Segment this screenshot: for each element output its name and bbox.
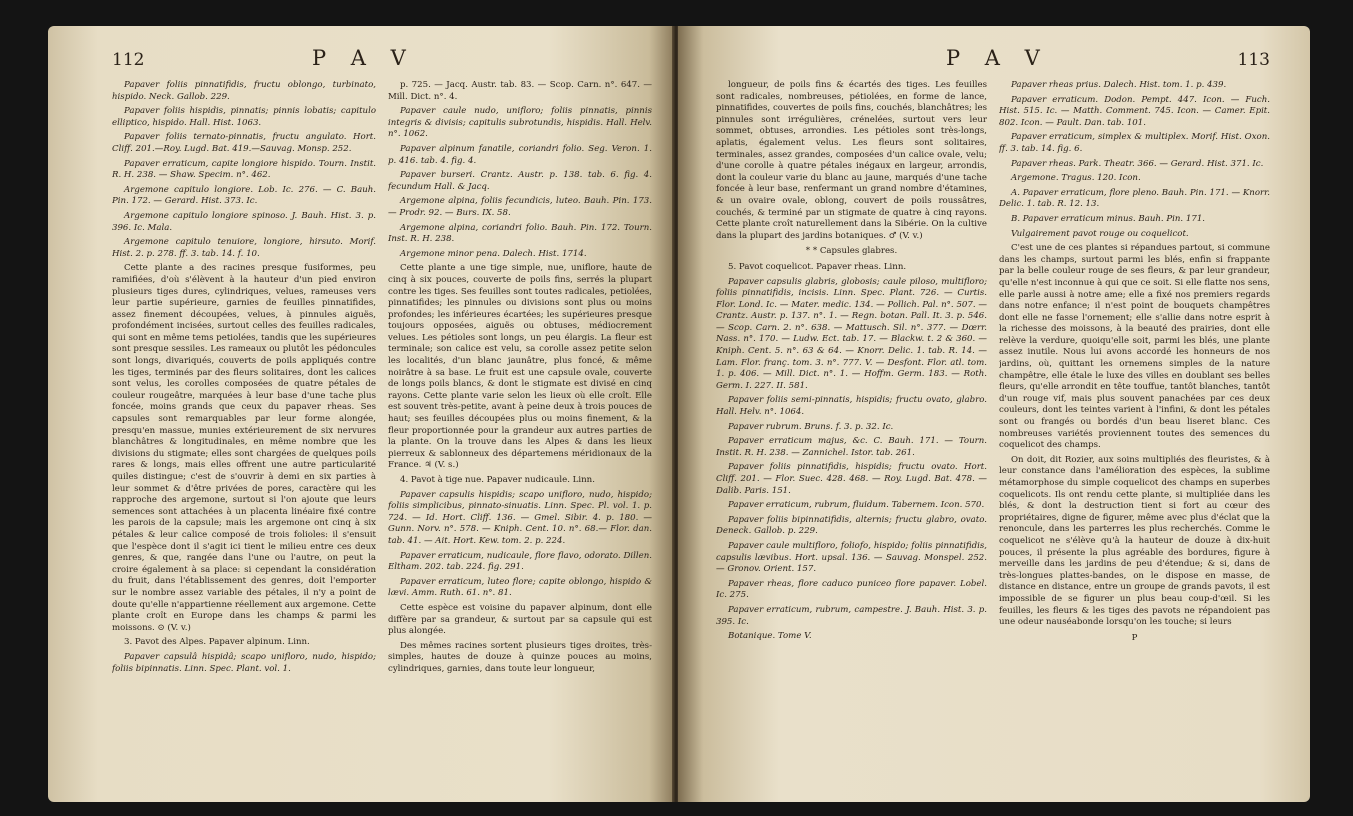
text-paragraph: Papaver erraticum, rubrum, campestre. J. Bauh. Hist. 3. p. 395. Ic. (716, 604, 987, 627)
text-paragraph: Botanique. Tome V. (728, 631, 812, 642)
text-paragraph: Des mêmes racines sortent plusieurs tiges droites, très-simples, hautes de douze à quinze pouces au moins, cylindriques, garnies, dans toute leur longueur, (388, 640, 652, 674)
text-paragraph: Argemone alpina, foliis fecundicis, luteo. Bauh. Pin. 173. — Prodr. 92. — Burs. IX. 58. (388, 196, 652, 218)
right-column-1 (716, 80, 987, 792)
book-spread (48, 26, 1310, 802)
text-paragraph: Argemone minor pena. Dalech. Hist. 1714. (400, 248, 587, 259)
text-paragraph: 3. Pavot des Alpes. Papaver alpinum. Linn. (124, 637, 310, 648)
right-page-header (716, 46, 1270, 80)
text-paragraph: 4. Pavot à tige nue. Papaver nudicaule. Linn. (400, 475, 595, 485)
text-paragraph: 5. Pavot coquelicot. Papaver rheas. Linn. (728, 261, 907, 272)
text-paragraph: On doit, dit Rozier, aux soins multipliés des fleuristes, & à leur constance dans l'amélioration des espèces, la sublime métamorphose du simple coquelicot des champs en superbes coquelicots. Ils ont rendu cette plante, si multipliée dans les blés, & dont la destruction tient si fort au cœur des propriétaires, digne de figurer, même avec plus d'éclat que la renoncule, dans les parterres les plus recherchés. Comme le coquelicot ne s'élève qu'à la hauteur de douze à dix-huit pouces, il présente la plus agréable des bordures, figure à merveille dans les jardins de peu d'étendue; & si, dans de très-longues plattes-bandes, on le dispose en masse, de distance en distance, entre un groupe de grands pavots, il est impossible de se figurer un plus beau coup-d'œil. Si les feuilles, les fleurs & les tiges des pavots ne répandoient pas une odeur nauséabonde lorsqu'on les touche; si leurs (999, 454, 1270, 628)
text-paragraph: P (1131, 632, 1138, 643)
text-paragraph: Argemone alpina, coriandri folio. Bauh. Pin. 172. Tourn. Inst. R. H. 238. (388, 222, 652, 245)
text-paragraph: Cette plante a une tige simple, nue, uniflore, haute de cinq à six pouces, couverte de poils fins, serrés la plupart contre les tiges. Ses feuilles sont toutes radicales, petiolées, pinnatifides; les pinnules ou divisions sont plus ou moins profondes; les inférieures écartées; les supérieures presque toujours opposées, aiguës ou obtuses, médiocrement velues. Les pétioles sont longs, un peu élargis. La fleur est terminale; son calice est velu, sa corolle assez petite selon les localités, d'un blanc jaunâtre, plus foncé, & même noirâtre à sa base. Le fruit est une capsule ovale, couverte de longs poils blancs, & dont le stigmate est divisé en cinq rayons. Cette plante varie selon les lieux où elle croît. Elle est souvent très-petite, avant à peine deux à trois pouces de haut; ses feuilles découpées plus ou moins finement, & la fleur proportionnée pour la grandeur aux autres parties de la plante. On la trouve dans les Alpes & dans les lieux pierreux & sablonneux des départemens méridionaux de la France. ♃ (V. s.) (388, 263, 652, 471)
text-paragraph: Cette espèce est voisine du papaver alpinum, dont elle diffère par sa grandeur, & surtout par sa capsule qui est plus alongée. (388, 602, 652, 637)
text-paragraph: Papaver caule nudo, unifloro; foliis pinnatis, pinnis integris & divisis; capitulis subrotundis, hispidis. Hall. Helv. n°. 1062. (388, 106, 652, 140)
text-paragraph: Argemone capitulo tenuiore, longiore, hirsuto. Morif. Hist. 2. p. 278. ff. 3. tab. 14. f. 10. (112, 237, 376, 259)
text-paragraph: Papaver foliis ternato-pinnatis, fructu angulato. Hort. Cliff. 201.—Roy. Lugd. Bat. 419.—Sauvag. Monsp. 252. (112, 132, 376, 154)
text-paragraph: Argemone capitulo longiore. Lob. Ic. 276. — C. Bauh. Pin. 172. — Gerard. Hist. 373. Ic. (112, 184, 376, 207)
text-paragraph: p. 725. — Jacq. Austr. tab. 83. — Scop. Carn. n°. 647. — Mill. Dict. n°. 4. (388, 80, 652, 102)
text-paragraph: Papaver foliis bipinnatifidis, alternis; fructu glabro, ovato. Deneck. Gallob. p. 229. (716, 514, 987, 537)
text-paragraph: Papaver erraticum, simplex & multiplex. Morif. Hist. Oxon. ff. 3. tab. 14. fig. 6. (999, 132, 1270, 154)
text-paragraph: Papaver rheas prius. Dalech. Hist. tom. 1. p. 439. (1011, 80, 1227, 90)
text-paragraph: Papaver erraticum, capite longiore hispido. Tourn. Instit. R. H. 238. — Shaw. Specim. n°. 462. (112, 158, 376, 181)
text-paragraph: Papaver alpinum fanatile, coriandri folio. Seg. Veron. 1. p. 416. tab. 4. fig. 4. (388, 143, 652, 166)
text-paragraph: Argemone capitulo longiore spinoso. J. Bauh. Hist. 3. p. 396. Ic. Mala. (112, 210, 376, 233)
text-paragraph: Argemone. Tragus. 120. Icon. (1011, 173, 1141, 184)
left-page-number: 112 (112, 50, 145, 70)
text-paragraph: Papaver rheas. Park. Theatr. 366. — Gerard. Hist. 371. Ic. (1011, 158, 1264, 169)
left-page-header (112, 46, 652, 80)
text-paragraph: Papaver caule multifloro, foliofo, hispido; foliis pinnatifidis, capsulis lævibus. Hort. upsal. 136. — Sauvag. Monspel. 252. — Gronov. Orient. 157. (716, 540, 987, 575)
text-paragraph: Vulgairement pavot rouge ou coquelicot. (1011, 228, 1189, 239)
left-column-2 (388, 80, 652, 792)
text-paragraph: Papaver foliis pinnatifidis, hispidis; fructu ovato. Hort. Cliff. 201. — Flor. Suec. 428. 468. — Roy. Lugd. Bat. 478. — Dalib. Paris. 151. (716, 462, 987, 496)
right-page (678, 26, 1310, 802)
text-paragraph: * * Capsules glabres. (805, 246, 898, 257)
text-paragraph: Papaver erraticum majus, &c. C. Bauh. 171. — Tourn. Instit. R. H. 238. — Zannichel. Istor. tab. 261. (716, 436, 987, 458)
text-paragraph: Papaver erraticum, rubrum, fluidum. Tabernem. Icon. 570. (728, 500, 985, 511)
text-paragraph: Papaver rubrum. Bruns. f. 3. p. 32. Ic. (728, 421, 894, 432)
left-running-head: P A V (312, 46, 415, 70)
text-paragraph: Papaver erraticum, luteo flore; capite oblongo, hispido & lævi. Amm. Ruth. 61. n°. 81. (388, 576, 652, 599)
text-paragraph: Papaver capsulis glabris, globosis; caule piloso, multifloro; foliis pinnatifidis, incisis. Linn. Spec. Plant. 726. — Curtis. Flor. Lond. Ic. — Mater. medic. 134. — Pollich. Pal. n°. 507. — Crantz. Austr. p. 137. n°. 1. — Regn. botan. Pall. It. 3. p. 546. — Scop. Carn. 2. n°. 638. — Mattusch. Sil. n°. 377. — Dœrr. Nass. n°. 170. — Ludw. Ect. tab. 17. — Blackw. t. 2 & 360. — Kniph. Cent. 5. n°. 63 & 64. — Knorr. Delic. 1. tab. R. 14. — Lam. Flor. franç. tom. 3. n°. 777. V. — Desfont. Flor. atl. tom. 1. p. 406. — Mill. Dict. n°. 1. — Hoffm. Germ. 183. — Roth. Germ. I. 227. II. 581. (716, 276, 987, 391)
text-paragraph: Cette plante a des racines presque fusiformes, peu ramifiées, d'où s'élèvent à la hauteur d'un pied environ plusieurs tiges dures, cylindriques, velues, rameuses vers leur partie supérieure, garnies de feuilles pinnatifides, assez finement découpées, velues, à pinnules aiguës, profondément incisées, surtout celles des feuilles radicales, qui sont en même tems petiolées, tandis que les supérieures sont presque sessiles. Les rameaux ou plutôt les pédoncules sont longs, divariqués, couverts de poils appliqués contre les tiges, terminés par des fleurs solitaires, dont les calices sont velus, les corolles composées de quatre pétales de couleur rougeâtre, marquées à leur base d'une tache plus foncée, moins grands que ceux du papaver rheas. Ses capsules sont remarquables par leur forme alongée, presqu'en massue, munies extérieurement de six nervures blanchâtres & longitudinales, en même nombre que les divisions du stigmate; elles sont chargées de quelques poils rares & longs, mais elles offrent une autre particularité quiles distingue; c'est de s'ouvrir à demi en six parties à leur sommet & d'être privées de pores, caractère qui les rapproche des argemone, surtout si l'on ajoute que leurs semences sont attachées à un placenta linéaire fixé contre les parois de la capsule; mais les argemone ont cinq à six pétales & leur calice composé de trois folioles: il s'ensuit que l'espèce dont il s'agit ici tient le milieu entre ces deux genres, & que, rangée dans l'une ou l'autre, on peut la croire également à sa place: si cependant la considération du fruit, dans l'établissement des genres, doit l'emporter sur le nombre assez variable des pétales, il n'y a point de doute qu'elle n'appartienne réellement aux argemone. Cette plante croît en Europe dans les champs & parmi les moissons. ⊙ (V. v.) (112, 263, 376, 633)
left-column-1 (112, 80, 376, 792)
text-paragraph: B. Papaver erraticum minus. Bauh. Pin. 171. (1011, 213, 1206, 224)
text-paragraph: Papaver erraticum, nudicaule, flore flavo, odorato. Dillen. Eltham. 202. tab. 224. fig. 291. (388, 550, 652, 573)
text-paragraph: Papaver foliis hispidis, pinnatis; pinnis lobatis; capitulo elliptico, hispido. Hall. Hist. 1063. (112, 106, 376, 128)
left-page (48, 26, 674, 802)
text-paragraph: Papaver burseri. Crantz. Austr. p. 138. tab. 6. fig. 4. fecundum Hall. & Jacq. (388, 170, 652, 192)
text-paragraph: longueur, de poils fins & écartés des tiges. Les feuilles sont radicales, nombreuses, pétiolées, en forme de lance, pinnatifides, couvertes de poils fins, couchés, blanchâtres; les pinnules sont irrégulières, crénelées, surtout vers leur sommet, obtuses, arrondies. Les pétioles sont très-longs, aplatis, également velus. Les fleurs sont solitaires, terminales, assez grandes, composées d'un calice ovale, velu; d'une corolle à quatre pétales inégaux en largeur, arrondis, dont la couleur varie du blanc au jaune, marqués d'une tache foncée à leur base, renfermant un grand nombre d'étamines, & un ovaire ovale, oblong, couvert de poils roussâtres, couchés, & terminé par un stigmate de quatre à cinq rayons. Cette plante croît naturellement dans la Sibérie. On la cultive dans la plupart des jardins botaniques. ♂ (V. v.) (716, 80, 987, 241)
right-column-2 (999, 80, 1270, 792)
right-page-number: 113 (1237, 50, 1270, 70)
text-paragraph: Papaver rheas, flore caduco puniceo flore papaver. Lobel. Ic. 275. (716, 578, 987, 601)
text-paragraph: Papaver foliis semi-pinnatis, hispidis; fructu ovato, glabro. Hall. Helv. n°. 1064. (716, 395, 987, 418)
text-paragraph: C'est une de ces plantes si répandues partout, si commune dans les champs, surtout parmi les blés, enfin si frappante par la belle couleur rouge de ses fleurs, & par leur grandeur, qu'elle n'est inconnue à qui que ce soit. Si elle flatte nos sens, elle parle aussi à notre ame; elle a fixé nos premiers regards dans notre enfance; il n'est point de bouquets champêtres dont elle ne fasse l'ornement; elle s'allie dans notre esprit à la richesse des moissons, à la beauté des prairies, dont elle relève la verdure, quoiqu'elle soit, parmi les blés, une plante assez inutile. Nous lui avons accordé les honneurs de nos jardins, où, quittant les ornemens simples de la nature champêtre, elle étale le luxe des villes en doublant ses belles fleurs, qu'elle arrondit en tête touffue, tantôt blanches, tantôt d'un rouge vif, mais plus souvent panachées par ces deux couleurs, dont les teintes varient à l'infini, & dont les pétales sont ou frangés ou bordés d'un beau liseret blanc. Ces nombreuses variétés proviennent toutes des semences du coquelicot des champs. (999, 243, 1270, 451)
right-running-head: P A V (946, 46, 1049, 70)
text-paragraph: Papaver erraticum. Dodon. Pempt. 447. Icon. — Fuch. Hist. 515. Ic. — Matth. Comment. 745. Icon. — Camer. Epit. 802. Icon. — Pault. Dan. tab. 101. (999, 94, 1270, 128)
text-paragraph: Papaver capsulâ hispidâ; scapo unifloro, nudo, hispido; foliis bipinnatis. Linn. Spec. Plant. vol. 1. (112, 651, 376, 674)
text-paragraph: Papaver foliis pinnatifidis, fructu oblongo, turbinato, hispido. Neck. Gallob. 229. (112, 80, 376, 102)
text-paragraph: A. Papaver erraticum, flore pleno. Bauh. Pin. 171. — Knorr. Delic. 1. tab. R. 12. 13. (999, 187, 1270, 210)
text-paragraph: Papaver capsulis hispidis; scapo unifloro, nudo, hispido; foliis simplicibus, pinnato-sinuatis. Linn. Spec. Pl. vol. 1. p. 724. — Id. Hort. Cliff. 136. — Gmel. Sibir. 4. p. 180. — Gunn. Norv. n°. 578. — Kniph. Cent. 10. n°. 68.— Flor. dan. tab. 41. — Ait. Hort. Kew. tom. 2. p. 224. (388, 489, 652, 546)
